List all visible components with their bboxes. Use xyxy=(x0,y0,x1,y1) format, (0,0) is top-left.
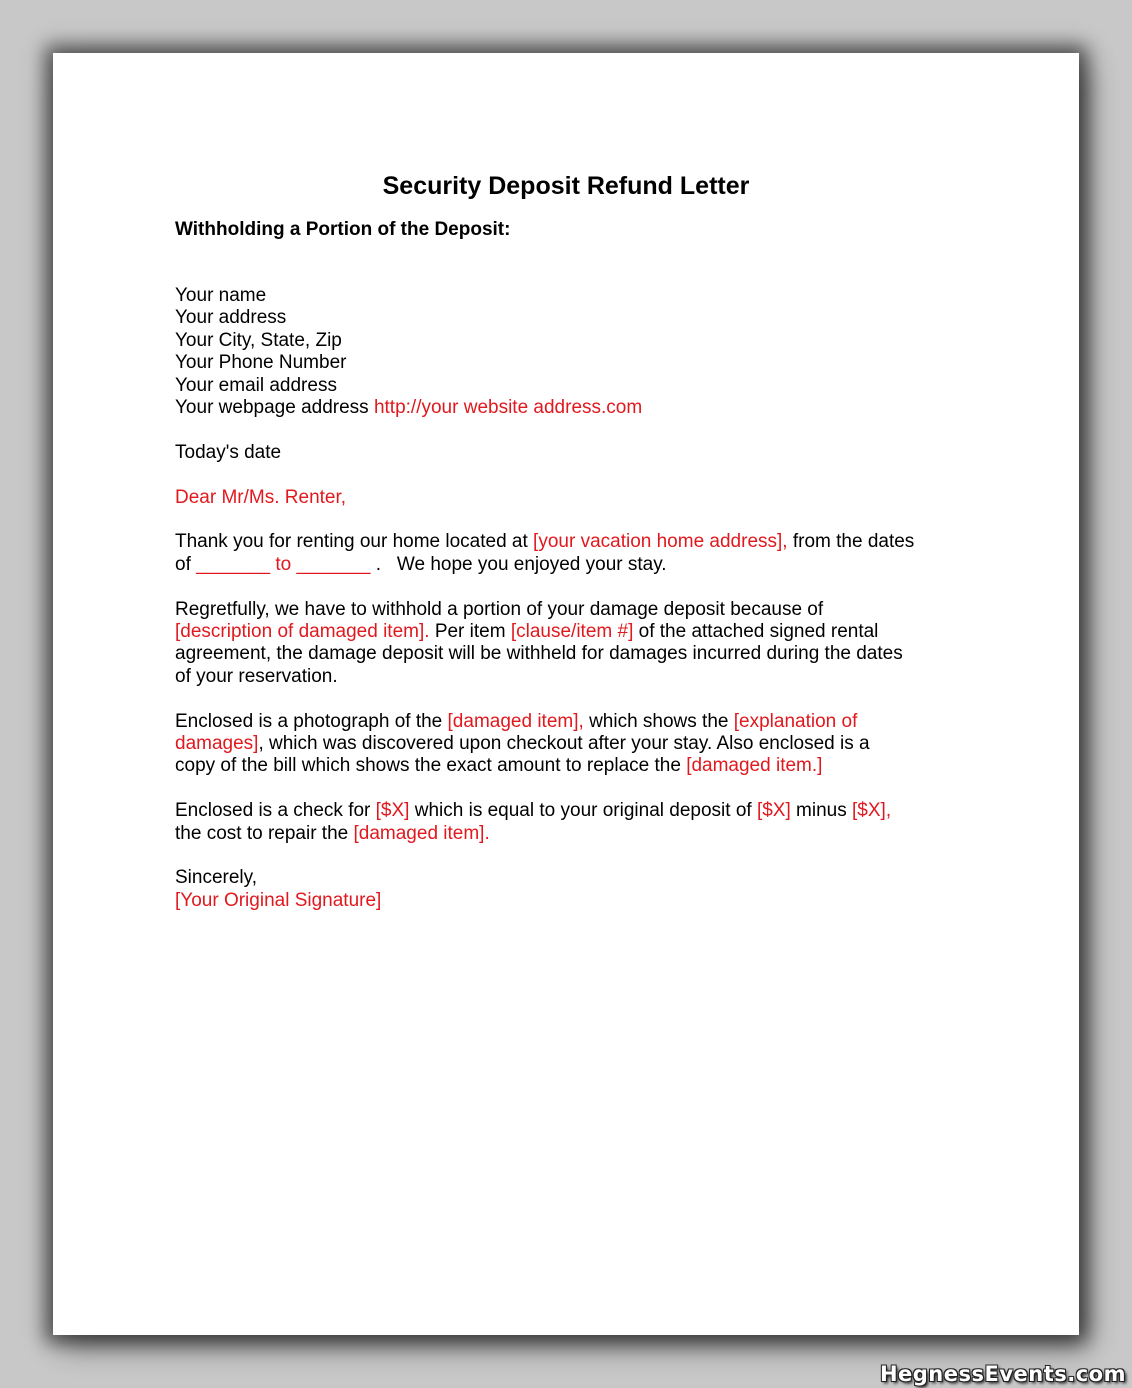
placeholder-clause-item: [clause/item #] xyxy=(510,621,634,643)
sender-webpage-line xyxy=(175,397,975,419)
paragraph-withhold xyxy=(175,599,975,689)
placeholder-explanation-start: [explanation of xyxy=(733,710,858,732)
text-run: Enclosed is a photograph of the xyxy=(175,710,443,732)
text-run: Thank you for renting our home located at xyxy=(175,531,528,553)
text-run: of xyxy=(175,553,191,575)
paragraph-line xyxy=(175,711,975,733)
text-run: Per item xyxy=(434,621,506,643)
placeholder-deduction-amount: [$X], xyxy=(852,800,892,822)
text-run: . We hope you enjoyed your stay. xyxy=(375,553,667,575)
paragraph-line xyxy=(175,621,975,643)
text-run: which is equal to your original deposit of xyxy=(414,800,752,822)
placeholder-explanation-end: damages] xyxy=(175,733,259,755)
sender-city-state-zip: Your City, State, Zip xyxy=(175,329,342,351)
text-run: , which was discovered upon checkout after your stay. Also enclosed is a xyxy=(258,733,870,755)
letter-salutation: Dear Mr/Ms. Renter, xyxy=(175,486,347,508)
sender-email: Your email address xyxy=(175,374,337,396)
signature-placeholder: [Your Original Signature] xyxy=(175,889,382,911)
sender-block xyxy=(175,285,975,419)
paragraph-photograph xyxy=(175,711,975,778)
letter-date: Today's date xyxy=(175,441,282,463)
placeholder-damaged-item: [damaged item.] xyxy=(686,755,823,777)
sender-address: Your address xyxy=(175,307,287,329)
letter-subtitle: Withholding a Portion of the Deposit: xyxy=(175,219,511,240)
text-run: from the dates xyxy=(792,531,915,553)
placeholder-end-date: _______ xyxy=(296,553,371,575)
placeholder-damaged-item: [damaged item], xyxy=(447,710,584,732)
placeholder-start-date: _______ xyxy=(196,553,271,575)
paragraph-line xyxy=(175,531,975,553)
text-run: which shows the xyxy=(589,710,729,732)
watermark: HegnessEvents.com xyxy=(879,1362,1126,1386)
placeholder-damaged-item: [damaged item]. xyxy=(353,822,490,844)
paragraph-line xyxy=(175,733,975,755)
paragraph-line xyxy=(175,755,975,777)
closing-block xyxy=(175,867,975,912)
text-run: of the attached signed rental xyxy=(638,621,879,643)
paragraph-line xyxy=(175,800,975,822)
text-run: minus xyxy=(796,800,847,822)
text-run: agreement, the damage deposit will be withheld for damages incurred during the dates xyxy=(175,643,903,665)
paragraph-line xyxy=(175,599,975,621)
placeholder-to: to xyxy=(275,553,292,575)
sender-name: Your name xyxy=(175,285,267,306)
sender-webpage-link[interactable]: http://your website address.com xyxy=(373,397,643,419)
closing: Sincerely, xyxy=(175,867,258,889)
placeholder-check-amount: [$X] xyxy=(375,800,410,822)
sender-webpage-label: Your webpage address xyxy=(175,397,369,419)
paragraph-thank-you xyxy=(175,531,975,576)
letter-content xyxy=(175,171,975,912)
placeholder-vacation-address: [your vacation home address], xyxy=(533,531,788,553)
paragraph-line xyxy=(175,643,975,665)
paragraph-check xyxy=(175,800,975,845)
text-run: copy of the bill which shows the exact amount to replace the xyxy=(175,755,681,777)
letter-title: Security Deposit Refund Letter xyxy=(382,172,750,200)
paragraph-line xyxy=(175,554,975,576)
text-run: of your reservation. xyxy=(175,665,338,687)
text-run: Regretfully, we have to withhold a portion of your damage deposit because of xyxy=(175,598,824,620)
letter-page xyxy=(53,53,1079,1335)
paragraph-line xyxy=(175,666,975,688)
placeholder-damaged-description: [description of damaged item]. xyxy=(175,621,430,643)
placeholder-deposit-amount: [$X] xyxy=(756,800,791,822)
text-run: Enclosed is a check for xyxy=(175,800,371,822)
sender-phone: Your Phone Number xyxy=(175,352,347,374)
paragraph-line xyxy=(175,823,975,845)
text-run: the cost to repair the xyxy=(175,822,349,844)
